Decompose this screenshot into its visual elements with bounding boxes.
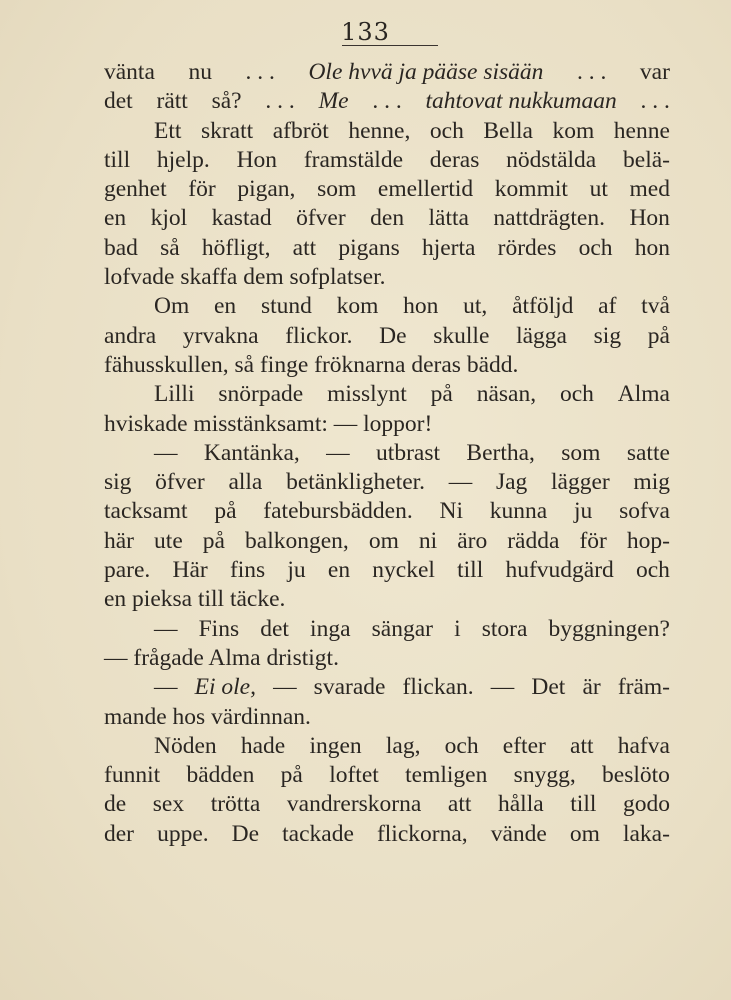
text-word: på <box>430 381 453 408</box>
text-word: skulle <box>433 322 490 349</box>
text-word: en <box>214 293 237 320</box>
text-word: ni <box>418 527 438 554</box>
text-word: godo <box>622 791 670 818</box>
text-word: kastad <box>211 205 272 232</box>
text-word: Ni <box>439 498 463 525</box>
text-word: fins <box>229 557 266 584</box>
text-word: Här <box>172 557 208 584</box>
text-word: om <box>368 527 399 554</box>
text-word: misslynt <box>327 381 407 408</box>
text-word: tacksamt <box>104 498 188 525</box>
text-word: . . . <box>245 59 275 85</box>
text-line <box>104 175 670 204</box>
text-word: och <box>429 117 464 144</box>
text-word: och <box>636 557 670 584</box>
text-word: svarade <box>313 674 386 701</box>
text-word: Ett <box>154 117 182 144</box>
text-word: till <box>457 557 484 584</box>
text-word: på <box>647 322 670 349</box>
text-word: rätt <box>156 88 188 115</box>
text-word: mande hos värdinnan. <box>104 703 311 730</box>
text-word: Ole hvvä ja pääse sisään <box>308 59 544 85</box>
text-word: hon <box>634 234 670 261</box>
text-word: nyckel <box>372 557 435 584</box>
text-word: funnit <box>104 762 161 789</box>
text-word: Alma <box>617 381 670 408</box>
text-word: ut <box>589 176 608 203</box>
text-word: loftet <box>329 762 379 789</box>
text-word: rördes <box>497 234 557 261</box>
text-word: äro <box>457 527 488 554</box>
text-word: lofvade skaffa dem sofplatser. <box>104 264 386 291</box>
text-word: nattdrägten. <box>493 205 605 232</box>
text-word: belä- <box>623 146 670 173</box>
text-line <box>104 58 670 87</box>
text-word: och <box>559 381 594 408</box>
text-line <box>104 790 670 819</box>
text-word: uppe. <box>157 820 209 847</box>
text-word: flickorna, <box>376 820 468 847</box>
text-line <box>104 234 670 263</box>
text-word: ingen <box>309 732 362 759</box>
text-word: vänta <box>104 59 155 85</box>
text-word: det <box>104 88 133 115</box>
text-word: på <box>280 762 303 789</box>
text-word: näsan, <box>476 381 537 408</box>
text-word: lägga <box>516 322 567 349</box>
text-word: deras <box>429 146 480 173</box>
text-word: Nöden <box>154 732 217 759</box>
text-word: Fins <box>198 615 240 642</box>
text-word: Ei ole, <box>194 674 256 701</box>
text-word: på <box>214 498 237 525</box>
text-word: kom <box>336 293 379 320</box>
text-line <box>104 351 670 380</box>
text-word: sofva <box>619 498 670 525</box>
text-line <box>104 527 670 556</box>
text-word: — <box>490 674 515 701</box>
text-word: — <box>448 469 473 496</box>
text-word: ju <box>574 498 593 525</box>
text-word: nödstälda <box>506 146 597 173</box>
text-word: nu <box>188 59 212 85</box>
text-word: hop- <box>626 527 670 554</box>
text-word: det <box>260 615 289 642</box>
text-word: alla <box>228 469 263 496</box>
text-line <box>104 615 670 644</box>
text-word: fatebursbädden. <box>263 498 413 525</box>
text-word: Hon <box>236 146 278 173</box>
text-word: tackade <box>282 820 354 847</box>
text-word: yrvakna <box>182 322 259 349</box>
text-word: efter <box>502 732 546 759</box>
text-word: . . . <box>372 88 402 115</box>
text-line <box>104 703 670 732</box>
text-word: var <box>639 59 670 85</box>
text-word: lägger <box>551 469 610 496</box>
text-word: . . . <box>576 59 607 85</box>
text-line <box>104 117 670 146</box>
text-word: Kantänka, <box>203 439 300 466</box>
text-word: kunna <box>489 498 548 525</box>
header-rule <box>342 45 438 46</box>
text-word: öfver <box>155 469 205 496</box>
text-word: temligen <box>405 762 488 789</box>
text-word: framstälde <box>303 146 404 173</box>
text-line <box>104 585 670 614</box>
text-line <box>104 292 670 321</box>
text-word: beslöto <box>602 762 670 789</box>
text-word: der <box>104 820 135 847</box>
text-line <box>104 204 670 233</box>
text-word: genhet <box>104 176 167 203</box>
text-word: sex <box>152 791 185 818</box>
text-word: lag, <box>385 732 421 759</box>
text-word: byggningen? <box>548 615 670 642</box>
text-word: pigans <box>338 234 400 261</box>
text-word: — <box>273 674 297 701</box>
text-word: ute <box>154 527 183 554</box>
text-word: emellertid <box>377 176 474 203</box>
text-word: för <box>188 176 216 203</box>
text-word: hade <box>240 732 286 759</box>
text-line <box>104 146 670 175</box>
text-word: snörpade <box>218 381 304 408</box>
text-word: stora <box>481 615 528 642</box>
text-line <box>104 468 670 497</box>
text-word: två <box>641 293 670 320</box>
text-word: en <box>104 205 127 232</box>
text-word: utbrast <box>376 439 441 466</box>
text-word: en <box>327 557 351 584</box>
text-line <box>104 732 670 761</box>
text-word: Me <box>318 88 349 115</box>
text-word: att <box>570 732 594 759</box>
text-word: afbröt <box>272 117 329 144</box>
text-word: sig <box>593 322 622 349</box>
text-word: af <box>598 293 617 320</box>
text-word: hjelp. <box>156 146 210 173</box>
text-word: höfligt, <box>201 234 271 261</box>
body-text <box>104 58 670 849</box>
page-number: 133 <box>341 18 390 46</box>
text-word: kom <box>552 117 595 144</box>
text-word: Bertha, <box>466 439 535 466</box>
text-word: så <box>160 234 180 261</box>
text-word: betänkligheter. <box>286 469 426 496</box>
text-word: Det <box>531 674 566 701</box>
text-word: pigan, <box>237 176 296 203</box>
text-word: henne <box>613 117 670 144</box>
text-word: fähusskullen, så finge fröknarna deras bädd. <box>104 351 519 378</box>
text-word: bädden <box>186 762 255 789</box>
text-word: tahtovat nukkumaan <box>425 88 617 115</box>
text-line <box>104 439 670 468</box>
text-word: i <box>454 615 461 642</box>
text-word: hviskade misstänksamt: — loppor! <box>104 410 433 437</box>
text-word: . . . <box>265 88 295 115</box>
text-word: till <box>104 146 131 173</box>
text-word: laka- <box>622 820 670 847</box>
text-word: till <box>570 791 597 818</box>
text-word: främ- <box>617 674 670 701</box>
text-word: som <box>317 176 357 203</box>
text-word: vandrerskorna <box>286 791 422 818</box>
text-word: att <box>447 791 472 818</box>
text-word: Jag <box>495 469 528 496</box>
text-word: — <box>154 439 178 466</box>
text-word: andra <box>104 322 157 349</box>
text-line <box>104 410 670 439</box>
text-line <box>104 761 670 790</box>
text-word: flickor. <box>285 322 353 349</box>
text-word: trötta <box>210 791 261 818</box>
text-word: — <box>326 439 350 466</box>
text-line <box>104 87 670 116</box>
text-word: — frågade Alma dristigt. <box>104 644 339 671</box>
text-line <box>104 380 670 409</box>
text-word: öfver <box>296 205 346 232</box>
text-word: de <box>104 791 127 818</box>
text-line <box>104 820 670 849</box>
text-word: hafva <box>617 732 670 759</box>
text-word: Om <box>154 293 190 320</box>
text-word: vände <box>490 820 547 847</box>
text-word: så? <box>211 88 242 115</box>
text-word: De <box>231 820 260 847</box>
text-word: ut, <box>463 293 488 320</box>
text-word: åtföljd <box>512 293 574 320</box>
text-word: hon <box>403 293 439 320</box>
text-word: för <box>579 527 607 554</box>
text-word: som <box>561 439 601 466</box>
text-word: skratt <box>200 117 254 144</box>
text-word: mig <box>633 469 670 496</box>
text-word: ju <box>287 557 306 584</box>
text-word: bad <box>104 234 138 261</box>
text-word: flickan. <box>402 674 474 701</box>
text-word: om <box>569 820 600 847</box>
text-word: snygg, <box>513 762 576 789</box>
text-word: här <box>104 527 135 554</box>
text-word: hufvudgärd <box>505 557 614 584</box>
text-word: den <box>370 205 405 232</box>
text-word: på <box>202 527 225 554</box>
text-word: inga <box>310 615 351 642</box>
text-word: Lilli <box>154 381 195 408</box>
text-word: Hon <box>629 205 670 232</box>
text-word: . . . <box>640 88 670 115</box>
text-word: satte <box>626 439 670 466</box>
text-word: pare. <box>104 557 151 584</box>
text-word: henne, <box>348 117 411 144</box>
text-word: balkongen, <box>245 527 349 554</box>
text-word: sängar <box>371 615 433 642</box>
text-word: — <box>154 615 178 642</box>
text-word: hjerta <box>421 234 476 261</box>
text-line <box>104 263 670 292</box>
text-line <box>104 322 670 351</box>
text-word: — <box>154 674 178 701</box>
text-line <box>104 556 670 585</box>
text-word: en pieksa till täcke. <box>104 586 286 613</box>
text-line <box>104 644 670 673</box>
text-word: stund <box>260 293 312 320</box>
text-word: De <box>379 322 407 349</box>
text-word: och <box>444 732 479 759</box>
text-word: att <box>292 234 317 261</box>
text-word: och <box>578 234 613 261</box>
text-line <box>104 497 670 526</box>
text-word: med <box>629 176 670 203</box>
text-word: kjol <box>150 205 188 232</box>
text-word: hålla <box>498 791 544 818</box>
text-word: kommit <box>494 176 568 203</box>
text-word: är <box>582 674 601 701</box>
text-line <box>104 673 670 702</box>
text-word: Bella <box>483 117 533 144</box>
text-word: sig <box>104 469 132 496</box>
text-word: rädda <box>507 527 560 554</box>
text-word: lätta <box>428 205 469 232</box>
